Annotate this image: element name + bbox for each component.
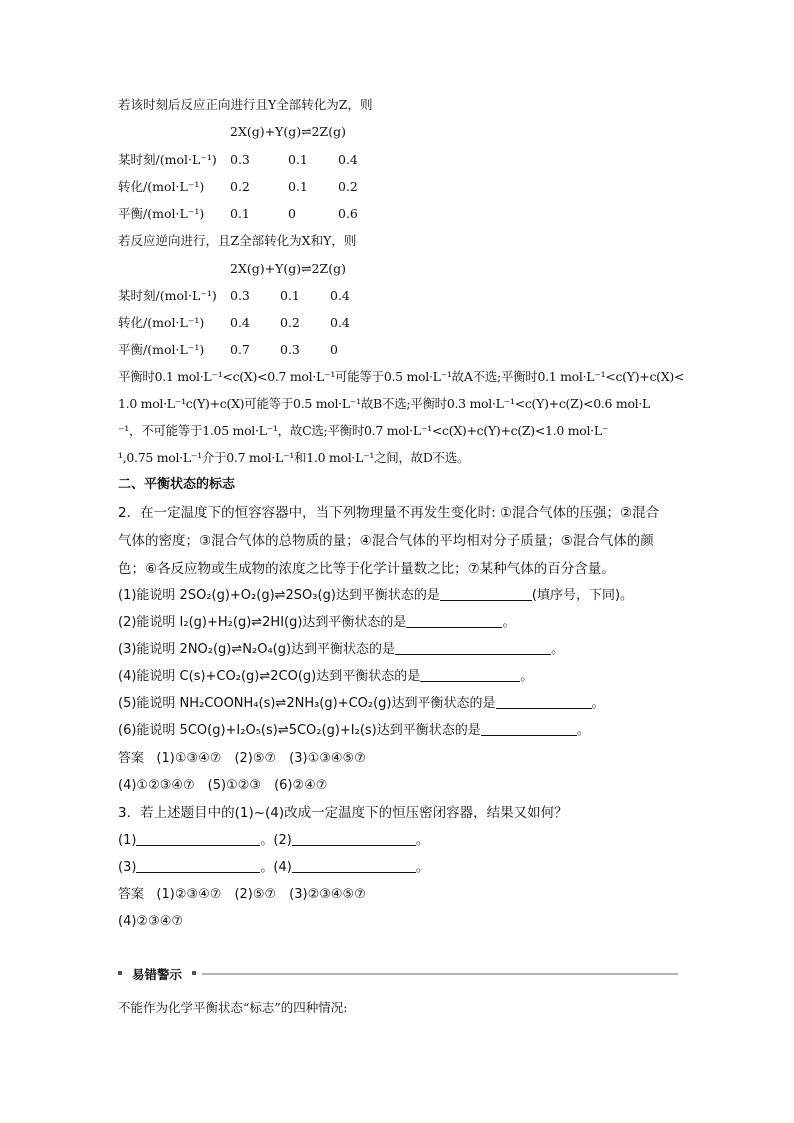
q2-item-suffix: 。	[576, 723, 590, 738]
analysis-line: 1.0 mol·L⁻¹c(Y)+c(X)可能等于0.5 mol·L⁻¹故B不选;平衡时0.3 mol·L⁻¹<c(Y)+c(Z)<0.6 mol·L	[118, 396, 651, 411]
cell: 0.2	[280, 315, 300, 330]
cell: 0.7	[230, 342, 250, 357]
q2-item-suffix: 。	[591, 696, 605, 711]
q2-stem-line: 2．在一定温度下的恒容容器中，当下列物理量不再发生变化时: ①混合气体的压强；②混合	[118, 505, 660, 521]
q2-item-text: (5)能说明 NH₂COONH₄(s)⇌2NH₃(g)+CO₂(g)达到平衡状态的是	[118, 696, 496, 711]
answer-blank[interactable]	[292, 832, 416, 846]
q2-item-5	[118, 695, 605, 713]
square-bullet-icon	[118, 971, 122, 975]
cell: 0.3	[280, 342, 300, 357]
blank-number: (3)	[118, 860, 137, 875]
blank-end: 。	[415, 860, 429, 875]
cell: 0.2	[230, 179, 250, 194]
cell: 0.3	[230, 152, 250, 167]
q2-item-suffix: 。	[520, 669, 534, 684]
q2-item-2	[118, 614, 515, 632]
table-forward-row	[118, 151, 388, 169]
cell: 0.6	[338, 206, 358, 221]
cell: 0.4	[230, 315, 250, 330]
row-label: 平衡/(mol·L⁻¹)	[118, 206, 205, 221]
intro-reverse: 若反应逆向进行，且Z全部转化为X和Y，则	[118, 233, 357, 248]
cell: 0	[330, 342, 338, 357]
q2-item-text: (6)能说明 5CO(g)+I₂O₅(s)⇌5CO₂(g)+I₂(s)达到平衡状态的是	[118, 723, 481, 738]
analysis-line: ¹,0.75 mol·L⁻¹介于0.7 mol·L⁻¹和1.0 mol·L⁻¹之间，故D不选。	[118, 450, 470, 465]
square-bullet-icon	[192, 971, 196, 975]
table-reverse-row	[118, 287, 380, 305]
row-label: 某时刻/(mol·L⁻¹)	[118, 152, 217, 167]
answer-text: (1)①③④⑦ (2)⑤⑦ (3)①③④⑤⑦	[156, 751, 366, 766]
table-reverse-row	[118, 341, 380, 359]
blank-end: 。	[415, 833, 429, 848]
q2-item-6	[118, 722, 590, 740]
q2-item-4	[118, 668, 533, 686]
answer-blank[interactable]	[292, 859, 416, 873]
cell: 0.1	[280, 288, 300, 303]
blank-separator: 。(2)	[260, 833, 292, 848]
answer-blank[interactable]	[406, 614, 502, 628]
q2-item-suffix: (填序号，下同)。	[531, 588, 634, 603]
table-forward-row	[118, 205, 388, 223]
cell: 0.4	[330, 288, 350, 303]
q3-answer-line	[118, 886, 366, 904]
table-forward-row	[118, 178, 388, 196]
answer-blank[interactable]	[395, 641, 551, 655]
cell: 0.1	[288, 179, 308, 194]
section-title: 二、平衡状态的标志	[118, 477, 236, 492]
divider	[202, 973, 678, 975]
q2-item-suffix: 。	[551, 642, 565, 657]
q3-answer-line: (4)②③④⑦	[118, 914, 184, 929]
cell: 0.2	[338, 179, 358, 194]
q2-item-text: (4)能说明 C(s)+CO₂(g)⇌2CO(g)达到平衡状态的是	[118, 669, 421, 684]
cell: 0.3	[230, 288, 250, 303]
intro-forward: 若该时刻后反应正向进行且Y全部转化为Z，则	[118, 97, 373, 112]
q3-blank-row	[118, 859, 429, 877]
answer-blank[interactable]	[481, 722, 577, 736]
answer-text: (1)②③④⑦ (2)⑤⑦ (3)②③④⑤⑦	[156, 887, 366, 902]
cell: 0.1	[288, 152, 308, 167]
cell: 0.4	[338, 152, 358, 167]
answer-blank[interactable]	[496, 695, 592, 709]
row-label: 转化/(mol·L⁻¹)	[118, 179, 205, 194]
q2-item-text: (2)能说明 I₂(g)+H₂(g)⇌2HI(g)达到平衡状态的是	[118, 615, 407, 630]
q2-answer-line: (4)①②③④⑦ (5)①②③ (6)②④⑦	[118, 778, 328, 793]
cell: 0.1	[230, 206, 250, 221]
answer-blank[interactable]	[136, 859, 260, 873]
row-label: 某时刻/(mol·L⁻¹)	[118, 288, 217, 303]
blank-separator: 。(4)	[260, 860, 292, 875]
warning-title: 易错警示	[132, 967, 183, 982]
q3-blank-row	[118, 832, 429, 850]
equation-forward: 2X(g)+Y(g)⇌2Z(g)	[230, 124, 346, 139]
answer-blank[interactable]	[420, 668, 520, 682]
answer-blank[interactable]	[440, 587, 532, 601]
answer-label: 答案	[118, 751, 145, 766]
answer-blank[interactable]	[136, 832, 260, 846]
q2-item-suffix: 。	[502, 615, 516, 630]
cell: 0	[288, 206, 296, 221]
q2-item-3	[118, 641, 564, 659]
q2-stem-line: 色；⑥各反应物或生成物的浓度之比等于化学计量数之比；⑦某种气体的百分含量。	[118, 561, 615, 577]
equation-reverse: 2X(g)+Y(g)⇌2Z(g)	[230, 261, 346, 276]
warning-header	[118, 965, 678, 983]
row-label: 平衡/(mol·L⁻¹)	[118, 342, 205, 357]
q2-stem-line: 气体的密度；③混合气体的总物质的量；④混合气体的平均相对分子质量；⑤混合气体的颜	[118, 533, 654, 549]
blank-number: (1)	[118, 833, 137, 848]
q2-answer-line	[118, 750, 366, 768]
analysis-line: ⁻¹，不可能等于1.05 mol·L⁻¹，故C选;平衡时0.7 mol·L⁻¹<c(X)+c(Y)+c(Z)<1.0 mol·L⁻	[118, 423, 609, 438]
q3-stem: 3．若上述题目中的(1)~(4)改成一定温度下的恒压密闭容器，结果又如何？	[118, 805, 568, 821]
q2-item-text: (1)能说明 2SO₂(g)+O₂(g)⇌2SO₃(g)达到平衡状态的是	[118, 588, 440, 603]
cell: 0.4	[330, 315, 350, 330]
answer-label: 答案	[118, 887, 145, 902]
q2-item-text: (3)能说明 2NO₂(g)⇌N₂O₄(g)达到平衡状态的是	[118, 642, 396, 657]
table-reverse-row	[118, 314, 380, 332]
closing-text: 不能作为化学平衡状态“标志”的四种情况:	[118, 1000, 348, 1015]
q2-item-1	[118, 587, 633, 605]
row-label: 转化/(mol·L⁻¹)	[118, 315, 205, 330]
analysis-line: 平衡时0.1 mol·L⁻¹<c(X)<0.7 mol·L⁻¹可能等于0.5 mol·L⁻¹故A不选;平衡时0.1 mol·L⁻¹<c(Y)+c(X)<	[118, 369, 685, 384]
